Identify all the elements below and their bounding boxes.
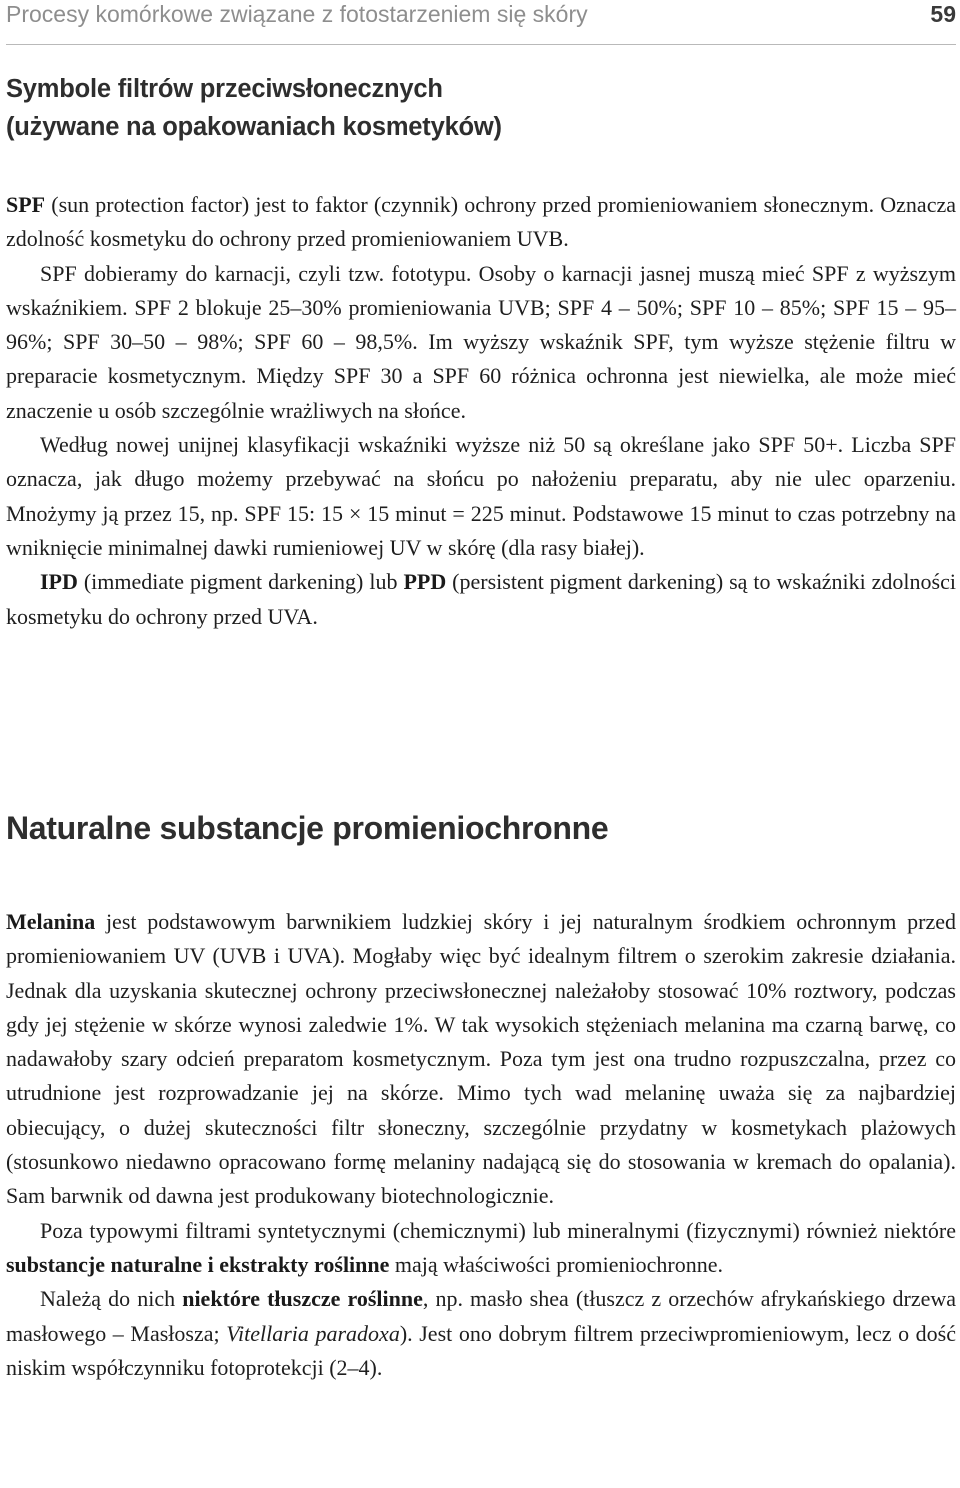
paragraph-spf-phototype: SPF dobieramy do karnacji, czyli tzw. fototypu. Osoby o karnacji jasnej muszą mieć SPF z wyższym wskaźnikiem. SPF 2 blokuje 25–30% promieniowania UVB; SPF 4 – 50%; SPF 10 – 85%; SPF 15 – 95–96%; SPF 30–50 – 98%; SPF 60 – 98,5%. Im wyższy wskaźnik SPF, tym wyższe stężenie filtru w preparacie kosmetycznym. Między SPF 30 a SPF 60 różnica ochronna jest niewielka, ale może mieć znaczenie u osób szczególnie wrażliwych na słońce. xyxy=(6,260,956,423)
latin-name: Vitellaria paradoxa xyxy=(226,1320,400,1346)
running-title: Procesy komórkowe związane z fotostarzeniem się skóry xyxy=(6,1,588,27)
term-plant-fats: niektóre tłuszcze roślinne xyxy=(182,1286,423,1312)
spf-text-block xyxy=(6,188,956,634)
natural-filters-text-2: mają właściwości promieniochronne. xyxy=(389,1251,723,1277)
natural-substances-text-block xyxy=(6,905,956,1385)
header-rule xyxy=(6,44,956,45)
page-number: 59 xyxy=(930,1,956,27)
natural-filters-text-1: Poza typowymi filtrami syntetycznymi (chemicznymi) lub mineralnymi (fizycznymi) również niektóre xyxy=(40,1217,956,1243)
plant-fats-text-1: Należą do nich xyxy=(40,1286,183,1312)
running-header xyxy=(6,0,956,34)
ppd-text: (persistent pigment darkening) są to wskaźniki zdolności kosmetyku do ochrony przed UVA. xyxy=(6,569,956,629)
subsection-heading-line1: Symbole filtrów przeciwsłonecznych xyxy=(6,75,443,103)
ipd-text: (immediate pigment darkening) lub xyxy=(77,569,404,595)
plant-fats-text-2: , np. masło shea (tłuszcz z orzechów afrykańskiego drzewa masłowego – Masłosza; xyxy=(6,1286,957,1346)
melanina-text: jest podstawowym barwnikiem ludzkiej skóry i jej naturalnym środkiem ochronnym przed promieniowaniem UV (UVB i UVA). Mogłaby więc być idealnym filtrem o szerokim zakresie działania. Jednak dla uzyskania skutecznej ochrony przeciwsłonecznej należałoby stosować 10% roztwory, podczas gdy jej stężenie w skórze wynosi zaledwie 1%. W tak wysokich stężeniach melanina ma czarną barwę, co nadawałoby szary odcień preparatom kosmetycznym. Poza tym jest ona trudno rozpuszczalna, przez co utrudnione jest rozprowadzanie jej na skórze. Mimo tych wad melaninę uważa się za najbardziej obiecujący, o dużej skuteczności filtr słoneczny, szczególnie przydatny w kosmetykach plażowych (stosunkowo niedawno opracowano formę melaniny nadającą się do stosowania w kremach do opalania). Sam barwnik od dawna jest produkowany biotechnologicznie. xyxy=(6,909,956,1209)
subsection-heading xyxy=(6,70,502,146)
subsection-heading-line2: (używane na opakowaniach kosmetyków) xyxy=(6,113,502,141)
term-natural-substances: substancje naturalne i ekstrakty roślinne xyxy=(6,1251,390,1277)
term-ppd: PPD xyxy=(403,569,447,595)
term-melanina: Melanina xyxy=(6,909,96,934)
paragraph-spf-classification: Według nowej unijnej klasyfikacji wskaźniki wyższe niż 50 są określane jako SPF 50+. Liczba SPF oznacza, jak długo możemy przebywać na słońcu po nałożeniu preparatu, aby nie ulec oparzeniu. Mnożymy ją przez 15, np. SPF 15: 15 × 15 minut = 225 minut. Podstawowe 15 minut to czas potrzebny na wniknięcie minimalnej dawki rumieniowej UV w skórę (dla rasy białej). xyxy=(6,432,956,560)
paragraph-natural-filters xyxy=(6,1214,956,1283)
paragraph-spf-definition xyxy=(6,188,956,257)
section-heading: Naturalne substancje promieniochronne xyxy=(6,810,609,846)
plant-fats-text-3: ). Jest ono dobrym filtrem przeciwpromieniowym, lecz o dość niskim współczynniku fotoprotekcji (2–4). xyxy=(6,1320,956,1380)
paragraph-plant-fats xyxy=(6,1282,956,1385)
paragraph-melanina xyxy=(6,905,956,1214)
spf-definition-text: (sun protection factor) jest to faktor (czynnik) ochrony przed promieniowaniem słonecznym. Oznacza zdolność kosmetyku do ochrony przed promieniowaniem UVB. xyxy=(6,192,956,252)
paragraph-ipd-ppd xyxy=(6,565,956,634)
term-spf: SPF xyxy=(6,192,46,217)
term-ipd: IPD xyxy=(40,569,78,595)
